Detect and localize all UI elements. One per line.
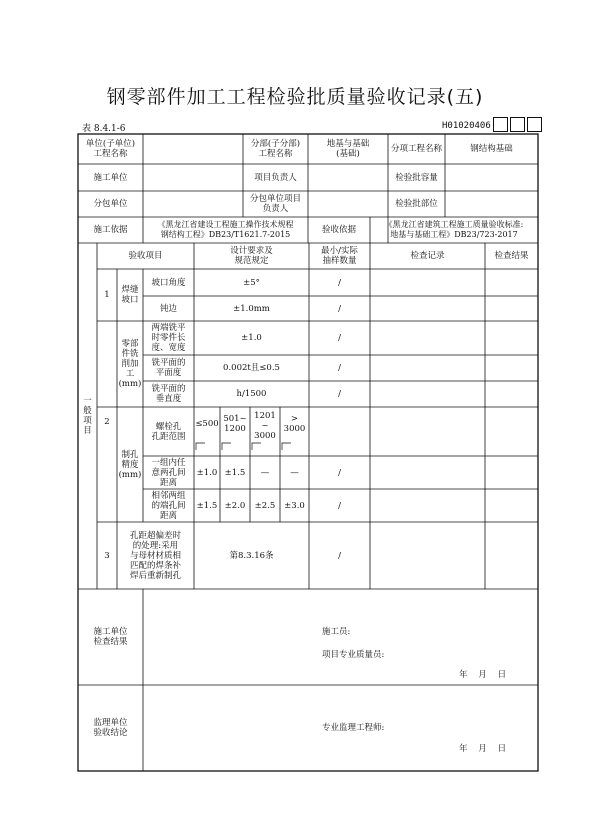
sample-slash: / <box>338 389 341 399</box>
basis-label: 施工依据 <box>93 225 128 235</box>
hole-b-value-2: ±2.0 <box>224 500 246 511</box>
milling-flatness-value: 0.002t且≤0.5 <box>223 363 280 373</box>
bevel-angle-label: 坡口角度 <box>151 277 186 288</box>
blunt-edge-label: 钝边 <box>159 303 177 314</box>
check-date: 年 月 日 <box>459 670 507 680</box>
project-manager-label: 项目负责人 <box>254 172 297 183</box>
hole-a-value-1: ±1.0 <box>196 467 218 478</box>
form-number: 表 8.4.1-6 <box>82 124 126 134</box>
sample-slash: / <box>338 277 341 288</box>
supervisor-conclusion-label: 监理单位 验收结论 <box>93 718 128 738</box>
supervisor-date: 年 月 日 <box>459 744 507 754</box>
general-items-label: 一 般 项 目 <box>83 396 92 436</box>
bevel-angle-value: ±5° <box>243 277 260 288</box>
row-number: 2 <box>104 417 110 427</box>
row-number: 1 <box>104 290 110 300</box>
sample-slash: / <box>338 500 341 511</box>
item-name-value: 钢结构基础 <box>470 144 513 154</box>
sample-slash: / <box>338 363 341 373</box>
col-item: 验收项目 <box>128 251 163 261</box>
hole-b-value-4: ±3.0 <box>284 500 305 511</box>
blunt-edge-value: ±1.0mm <box>233 303 270 314</box>
range-col-1: ≤500 <box>195 419 219 429</box>
col-record: 检查记录 <box>410 251 445 261</box>
worker-sign-label: 施工员: <box>322 627 351 637</box>
sample-slash: / <box>338 467 341 478</box>
subunit-name-value: 地基与基础 (基础) <box>326 139 370 159</box>
row-number: 3 <box>104 550 110 561</box>
milling-length-value: ±1.0 <box>241 333 262 343</box>
sub-pm-label: 分包单位项目 负责人 <box>249 194 301 214</box>
weld-bevel-label: 焊缝 坡口 <box>121 285 139 305</box>
supervising-engineer-sign-label: 专业监理工程师: <box>322 723 385 733</box>
sample-slash: / <box>338 550 341 561</box>
milling-length-label: 两端铣平 时零件长 度、宽度 <box>151 323 186 353</box>
milling-group-label: 零部 件铣 削加 工 (mm) <box>118 339 142 389</box>
contractor-label: 施工单位 <box>93 172 128 183</box>
hole-b-value-1: ±1.5 <box>196 500 218 511</box>
batch-capacity-label: 检验批容量 <box>395 172 438 183</box>
unit-name-field[interactable] <box>143 134 243 164</box>
col-sample: 最小/实际 抽样数量 <box>321 246 358 266</box>
basis-value: 《黑龙江省建设工程施工操作技术规程 钢结构工程》DB23/T1621.7-2015 <box>157 220 294 239</box>
contractor-check-label: 施工单位 检查结果 <box>93 627 128 647</box>
hole-group-label: 制孔 精度 (mm) <box>118 449 142 480</box>
hole-a-value-2: ±1.5 <box>224 467 246 478</box>
hole-range-label: 螺栓孔 孔距范围 <box>151 421 186 442</box>
hole-a-value-4: — <box>290 467 299 478</box>
unit-name-label: 单位(子单位) 工程名称 <box>85 139 136 159</box>
col-design: 设计要求及 规范规定 <box>230 246 273 266</box>
acceptance-basis-value: 《黑龙江省建筑工程施工质量验收标准: 地基与基础工程》DB23/723-2017 <box>384 220 524 239</box>
hole-a-value-3: — <box>260 467 270 478</box>
batch-part-label: 检验批部位 <box>395 199 438 209</box>
range-col-4: > 3000 <box>283 414 306 434</box>
range-col-3: 1201 ~ 3000 <box>254 411 276 441</box>
over-tolerance-value: 第8.3.16条 <box>229 550 274 561</box>
milling-perpendicularity-label: 铣平面的 垂直度 <box>151 384 186 404</box>
hole-b-value-3: ±2.5 <box>254 500 276 511</box>
sample-slash: / <box>338 303 341 314</box>
milling-flatness-label: 铣平面的 平面度 <box>151 358 186 378</box>
sample-slash: / <box>338 333 341 343</box>
subcontractor-label: 分包单位 <box>93 199 128 209</box>
hole-within-group-label: 一组内任 意两孔间 距离 <box>151 457 186 488</box>
page-title: 钢零部件加工工程检验批质量验收记录(五) <box>106 86 484 108</box>
item-name-label: 分项工程名称 <box>390 144 442 154</box>
subunit-name-label: 分部(子分部) 工程名称 <box>250 139 301 159</box>
over-tolerance-label: 孔距超偏差时 的处理:采用 与母材材质相 匹配的焊条补 焊后重新制孔 <box>129 530 181 581</box>
acceptance-basis-label: 验收依据 <box>321 225 356 235</box>
milling-perpendicularity-value: h/1500 <box>236 389 267 399</box>
col-result: 检查结果 <box>494 251 529 261</box>
form-code: H01020406 <box>442 121 491 131</box>
hole-adjacent-group-label: 相邻两组 的端孔间 距离 <box>151 490 186 521</box>
range-col-2: 501~ 1200 <box>223 414 247 434</box>
quality-inspector-sign-label: 项目专业质量员: <box>322 650 385 660</box>
